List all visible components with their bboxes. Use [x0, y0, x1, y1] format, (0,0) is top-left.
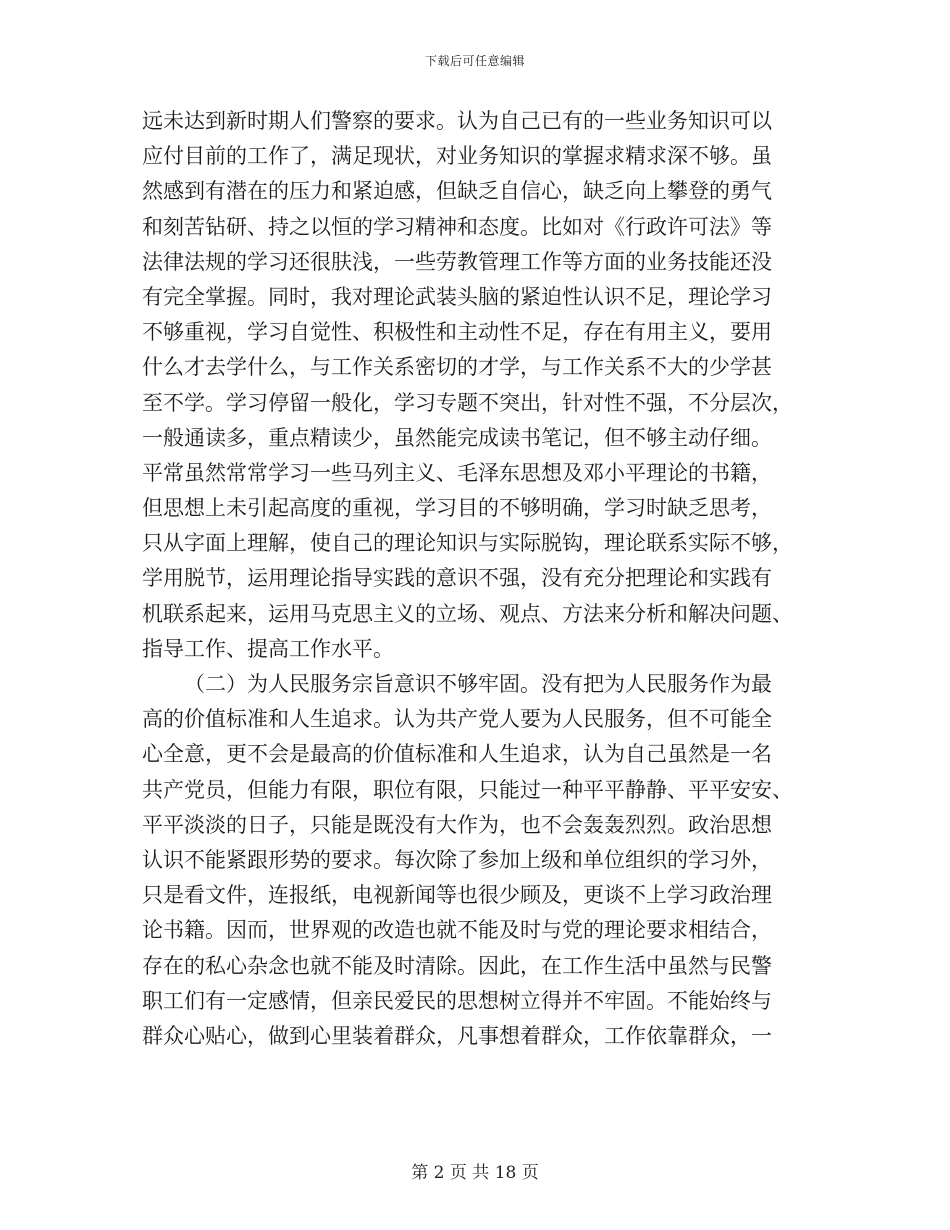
text-line: 和刻苦钻研、持之以恒的学习精神和态度。比如对《行政许可法》等 — [142, 214, 772, 239]
text-line: 机联系起来，运用马克思主义的立场、观点、方法来分析和解决问题、 — [142, 601, 793, 626]
text-line: 平常虽然常常学习一些马列主义、毛泽东思想及邓小平理论的书籍， — [142, 460, 772, 485]
text-line: 只是看文件，连报纸，电视新闻等也很少顾及，更谈不上学习政治理 — [142, 883, 772, 908]
page-header: 下载后可任意编辑 — [424, 54, 525, 68]
text-line: 不够重视，学习自觉性、积极性和主动性不足，存在有用主义，要用 — [142, 320, 772, 345]
text-line: 远未达到新时期人们警察的要求。认为自己已有的一些业务知识可以 — [142, 109, 772, 133]
text-line: 指导工作、提高工作水平。 — [142, 636, 394, 661]
text-line: 高的价值标准和人生追求。认为共产党人要为人民服务，但不可能全 — [142, 707, 772, 732]
text-line: 心全意，更不会是最高的价值标准和人生追求，认为自己虽然是一名 — [142, 742, 772, 767]
text-line: 有完全掌握。同时，我对理论武装头脑的紧迫性认识不足，理论学习 — [142, 284, 772, 309]
section-heading-line: （二）为人民服务宗旨意识不够牢固。没有把为人民服务作为最 — [184, 672, 772, 696]
page-footer: 第 2 页 共 18 页 — [411, 1163, 539, 1183]
text-line: 群众心贴心，做到心里装着群众，凡事想着群众，工作依靠群众，一 — [142, 1023, 772, 1048]
text-line: 然感到有潜在的压力和紧迫感，但缺乏自信心，缺乏向上攀登的勇气 — [142, 179, 772, 204]
text-line: 存在的私心杂念也就不能及时清除。因此，在工作生活中虽然与民警 — [142, 953, 772, 978]
text-line: 法律法规的学习还很肤浅，一些劳教管理工作等方面的业务技能还没 — [142, 249, 772, 274]
text-line: 共产党员，但能力有限，职位有限，只能过一种平平静静、平平安安、 — [142, 777, 793, 802]
text-line: 论书籍。因而，世界观的改造也就不能及时与党的理论要求相结合， — [142, 918, 772, 943]
text-line: 什么才去学什么，与工作关系密切的才学，与工作关系不大的少学甚 — [142, 355, 772, 380]
text-line: 平平淡淡的日子，只能是既没有大作为，也不会轰轰烈烈。政治思想 — [142, 812, 772, 837]
text-line: 但思想上未引起高度的重视，学习目的不够明确，学习时缺乏思考， — [142, 496, 772, 521]
text-line: 应付目前的工作了，满足现状，对业务知识的掌握求精求深不够。虽 — [142, 144, 772, 169]
text-line: 职工们有一定感情，但亲民爱民的思想树立得并不牢固。不能始终与 — [142, 988, 772, 1013]
text-line: 学用脱节，运用理论指导实践的意识不强，没有充分把理论和实践有 — [142, 566, 772, 591]
text-line: 认识不能紧跟形势的要求。每次除了参加上级和单位组织的学习外， — [142, 847, 772, 872]
text-line: 只从字面上理解，使自己的理论知识与实际脱钩，理论联系实际不够， — [142, 531, 793, 556]
text-line: 一般通读多，重点精读少，虽然能完成读书笔记，但不够主动仔细。 — [142, 425, 772, 450]
text-line: 至不学。学习停留一般化，学习专题不突出，针对性不强，不分层次， — [142, 390, 793, 415]
document-body — [142, 104, 812, 1054]
